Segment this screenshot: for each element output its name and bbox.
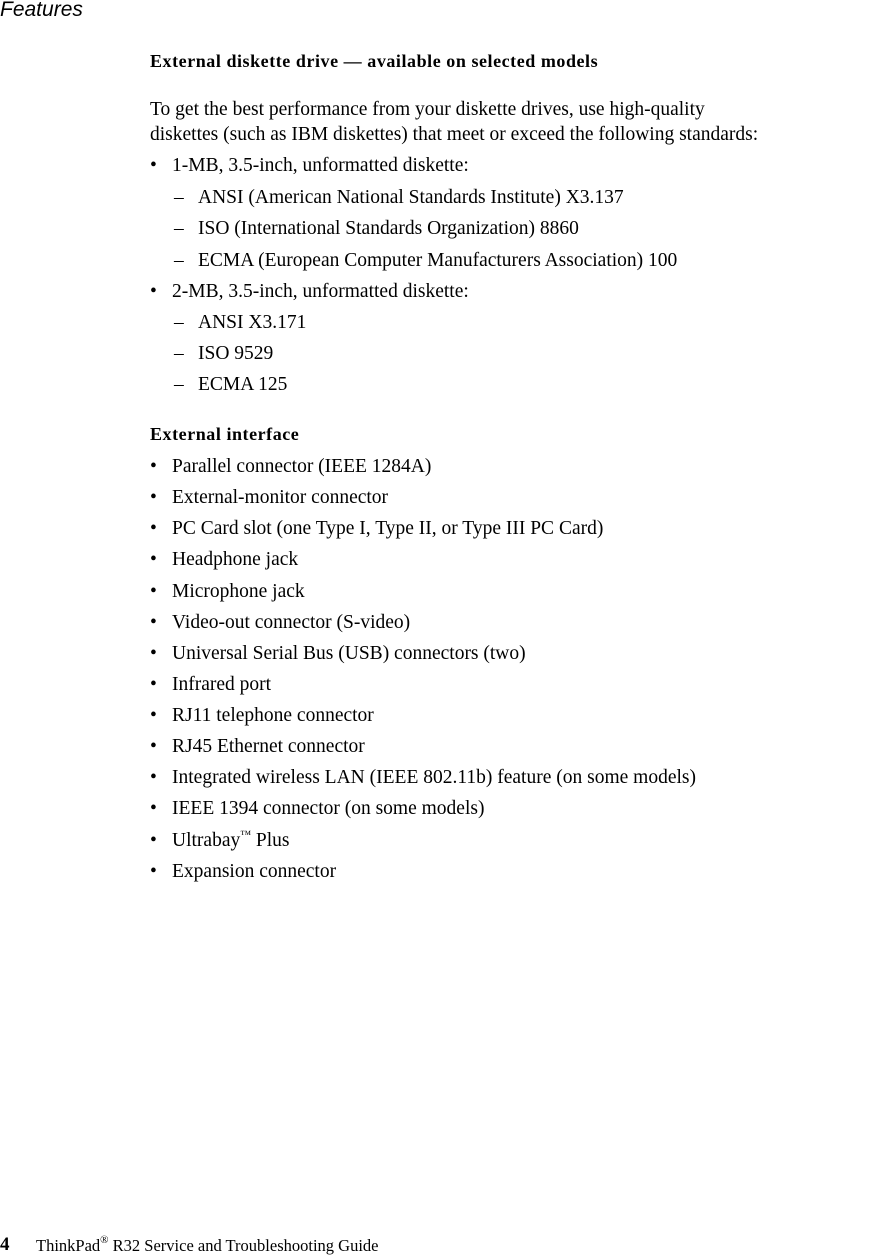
list-item-text: Expansion connector [172, 861, 337, 882]
list-item-text: Parallel connector (IEEE 1284A) [172, 456, 432, 477]
list-item-text: Microphone jack [172, 581, 305, 602]
footer-title-suffix: R32 Service and Troubleshooting Guide [108, 1236, 379, 1255]
bullet-icon: • [150, 643, 157, 664]
list-item-text: Infrared port [172, 674, 272, 695]
dash-icon: – [174, 312, 184, 333]
sub-list-item-text: ISO (International Standards Organization) 8860 [198, 218, 579, 239]
sub-list-item-text: ISO 9529 [198, 343, 274, 364]
list-item-text: Universal Serial Bus (USB) connectors (two) [172, 643, 526, 664]
list-item-text: 1-MB, 3.5-inch, unformatted diskette: [172, 155, 469, 176]
list-item-text: 2-MB, 3.5-inch, unformatted diskette: [172, 281, 469, 302]
section-heading-external-interface: External interface [150, 424, 300, 444]
page-number: 4 [0, 1234, 10, 1255]
bullet-icon: • [150, 549, 157, 570]
dash-icon: – [174, 343, 184, 364]
bullet-icon: • [150, 581, 157, 602]
bullet-icon: • [150, 674, 157, 695]
list-item-text: Integrated wireless LAN (IEEE 802.11b) feature (on some models) [172, 767, 696, 788]
dash-icon: – [174, 250, 184, 271]
bullet-icon: • [150, 155, 157, 176]
trademark-mark: ™ [240, 829, 252, 841]
bullet-icon: • [150, 736, 157, 757]
sub-list-item-text: ECMA (European Computer Manufacturers Association) 100 [198, 250, 678, 271]
bullet-icon: • [150, 861, 157, 882]
bullet-icon: • [150, 767, 157, 788]
list-item-text: IEEE 1394 connector (on some models) [172, 798, 485, 819]
dash-icon: – [174, 374, 184, 395]
list-item-text: RJ11 telephone connector [172, 705, 374, 726]
list-item-text: Headphone jack [172, 549, 299, 570]
bullet-icon: • [150, 830, 157, 851]
intro-paragraph-line: To get the best performance from your diskette drives, use high-quality [150, 99, 705, 120]
intro-paragraph-line: diskettes (such as IBM diskettes) that meet or exceed the following standards: [150, 124, 759, 145]
registered-mark: ® [100, 1234, 109, 1246]
bullet-icon: • [150, 612, 157, 633]
bullet-icon: • [150, 705, 157, 726]
bullet-icon: • [150, 487, 157, 508]
section-heading-diskette: External diskette drive — available on selected models [150, 51, 599, 71]
ultrabay-suffix: Plus [251, 830, 290, 851]
list-item-text: RJ45 Ethernet connector [172, 736, 365, 757]
sub-list-item-text: ANSI X3.171 [198, 312, 307, 333]
list-item-text: Video-out connector (S-video) [172, 612, 411, 633]
sub-list-item-text: ANSI (American National Standards Institute) X3.137 [198, 187, 624, 208]
ultrabay-name: Ultrabay [172, 830, 241, 851]
bullet-icon: • [150, 518, 157, 539]
footer-title [36, 1236, 378, 1256]
bullet-icon: • [150, 456, 157, 477]
footer-title-prefix: ThinkPad [36, 1236, 101, 1255]
sub-list-item-text: ECMA 125 [198, 374, 288, 395]
list-item-text: PC Card slot (one Type I, Type II, or Type III PC Card) [172, 518, 604, 539]
dash-icon: – [174, 218, 184, 239]
bullet-icon: • [150, 798, 157, 819]
list-item-text [172, 829, 290, 853]
dash-icon: – [174, 187, 184, 208]
list-item-text: External-monitor connector [172, 487, 389, 508]
bullet-icon: • [150, 281, 157, 302]
running-header: Features [0, 0, 83, 21]
